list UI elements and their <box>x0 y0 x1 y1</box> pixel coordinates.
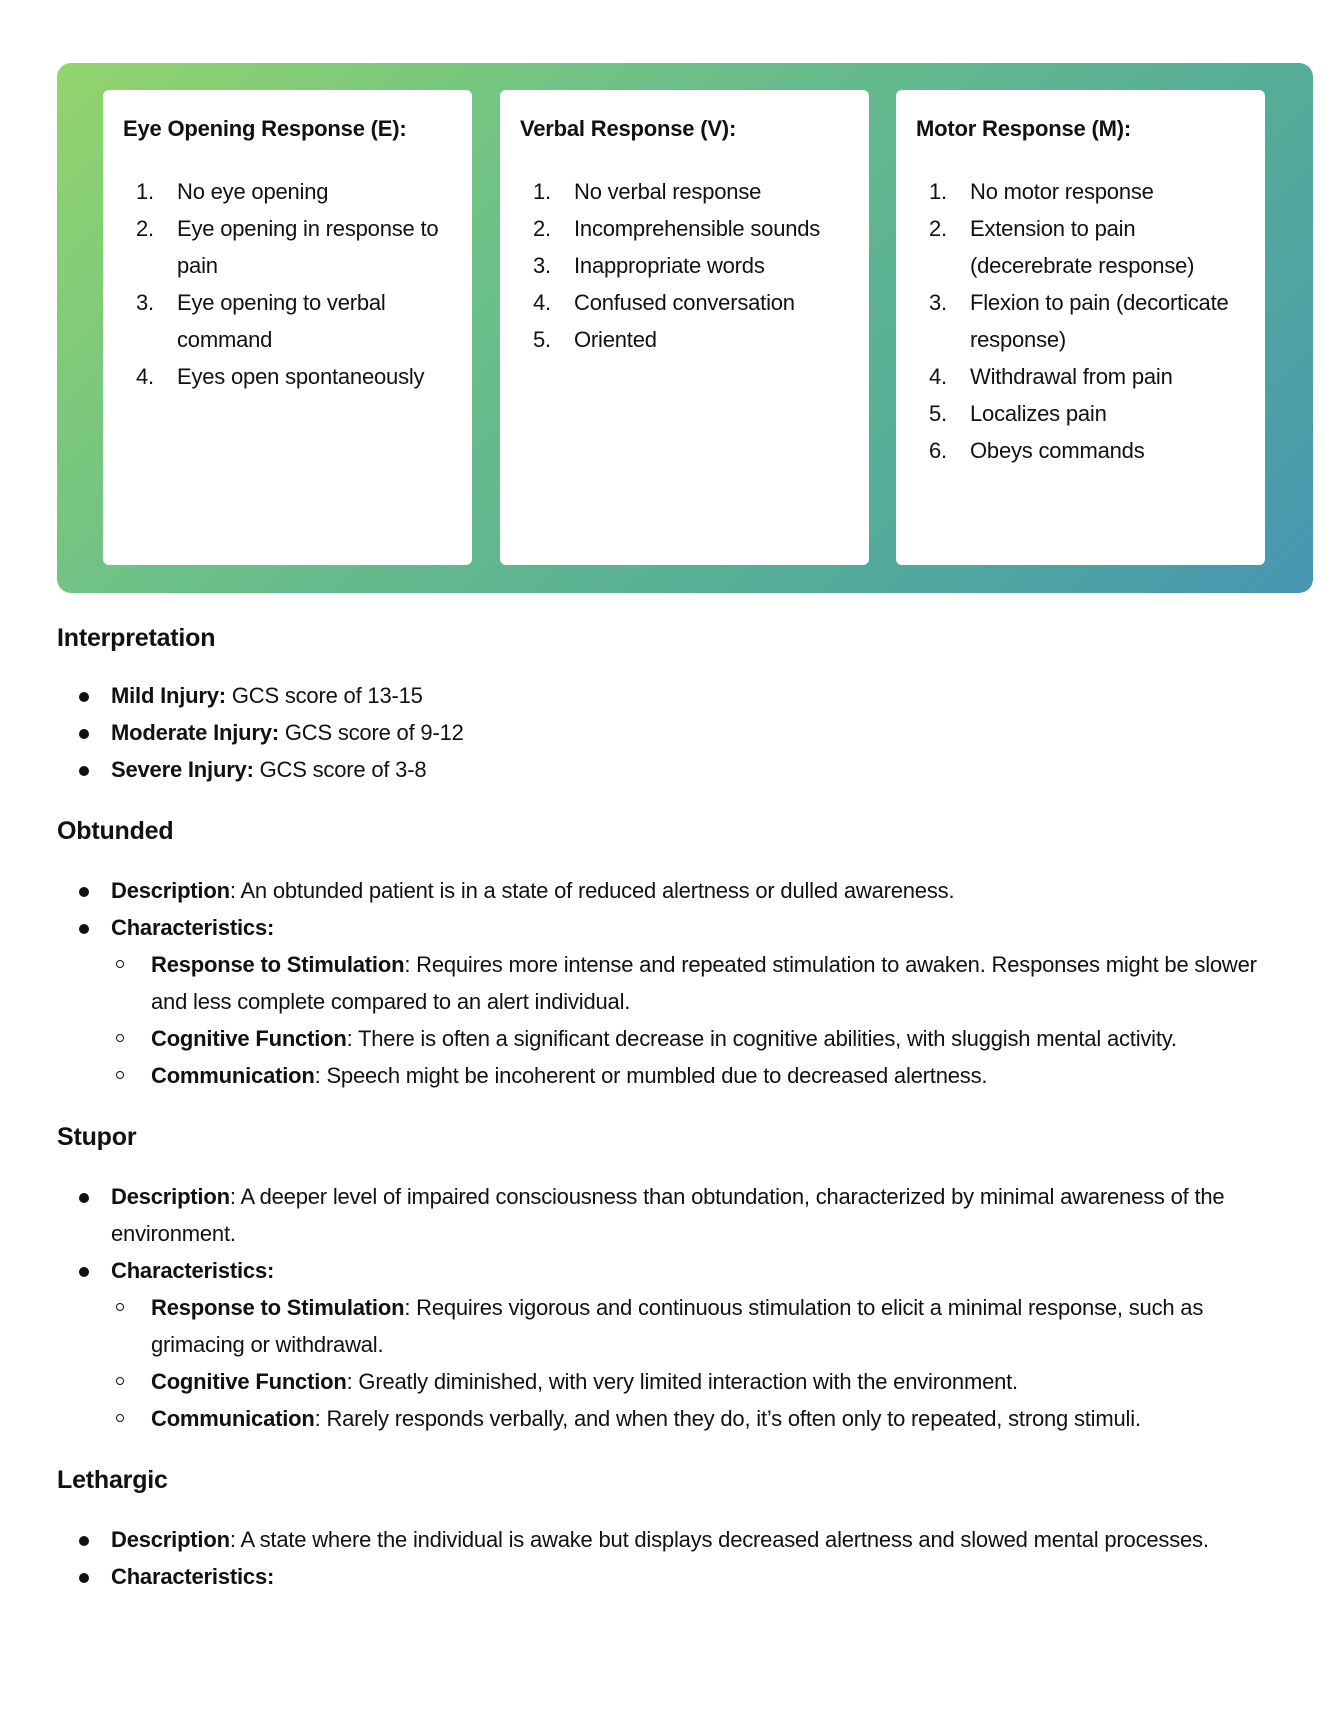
list-item <box>520 210 849 247</box>
item-label: Description <box>111 878 230 903</box>
item-number: 4. <box>533 290 551 316</box>
item-text: GCS score of 3-8 <box>253 757 427 782</box>
stupor-heading: Stupor <box>57 1123 137 1151</box>
item-number: 1. <box>929 179 947 205</box>
list-item <box>123 358 452 395</box>
item-number: 4. <box>929 364 947 390</box>
item-text: : There is often a significant decrease in cognitive abilities, with sluggish mental activity. <box>346 1026 1177 1051</box>
list-item <box>520 247 849 284</box>
item-number: 1. <box>136 179 154 205</box>
list-item <box>916 210 1245 284</box>
item-number: 2. <box>136 216 154 242</box>
item-text: No verbal response <box>574 179 762 205</box>
item-text: Confused conversation <box>574 290 795 316</box>
item-label: Description <box>111 1527 230 1552</box>
item-text: No eye opening <box>177 179 329 205</box>
list-item <box>916 358 1245 395</box>
item-text: GCS score of 9-12 <box>278 720 464 745</box>
list-item <box>916 173 1245 210</box>
item-text: Eyes open spontaneously <box>177 364 425 390</box>
item-number: 3. <box>533 253 551 279</box>
item-text: Localizes pain <box>970 401 1107 427</box>
characteristics-item <box>57 1558 1273 1595</box>
item-text: : An obtunded patient is in a state of reduced alertness or dulled awareness. <box>229 878 955 903</box>
card-title: Verbal Response (V): <box>520 116 737 141</box>
eye-response-list <box>123 173 452 395</box>
list-item <box>57 751 1273 788</box>
item-number: 2. <box>533 216 551 242</box>
lethargic-heading: Lethargic <box>57 1466 168 1494</box>
item-label: Communication <box>151 1063 315 1088</box>
item-label: Moderate Injury: <box>111 720 279 745</box>
characteristics-item <box>57 909 1273 1094</box>
item-label: Response to Stimulation <box>151 952 405 977</box>
description-item <box>57 1521 1273 1558</box>
item-label: Communication <box>151 1406 315 1431</box>
item-label: Characteristics: <box>111 1258 275 1283</box>
item-number: 5. <box>533 327 551 353</box>
item-label: Characteristics: <box>111 1564 275 1589</box>
interpretation-heading: Interpretation <box>57 624 216 652</box>
characteristics-item <box>57 1252 1273 1437</box>
item-number: 5. <box>929 401 947 427</box>
item-label: Description <box>111 1184 230 1209</box>
item-text: Flexion to pain (decorticate response) <box>970 290 1229 353</box>
lethargic-list <box>57 1521 1273 1595</box>
item-text: No motor response <box>970 179 1154 205</box>
card-title: Motor Response (M): <box>916 116 1131 141</box>
list-item <box>916 284 1245 358</box>
list-item <box>123 284 452 358</box>
eye-response-card <box>103 90 472 565</box>
description-item <box>57 1178 1273 1252</box>
list-item <box>520 321 849 358</box>
item-number: 1. <box>533 179 551 205</box>
item-label: Response to Stimulation <box>151 1295 405 1320</box>
motor-response-card <box>896 90 1265 565</box>
item-text: : Speech might be incoherent or mumbled due to decreased alertness. <box>314 1063 988 1088</box>
item-number: 4. <box>136 364 154 390</box>
item-label: Mild Injury: <box>111 683 226 708</box>
item-text: Obeys commands <box>970 438 1145 464</box>
list-item <box>520 284 849 321</box>
item-label: Characteristics: <box>111 915 275 940</box>
item-text: : Greatly diminished, with very limited interaction with the environment. <box>346 1369 1018 1394</box>
item-text: Inappropriate words <box>574 253 765 279</box>
item-text: : Requires more intense and repeated stimulation to awaken. Responses might be slower and less complete compared to an alert individual. <box>151 952 1257 1014</box>
verbal-response-list <box>520 173 849 358</box>
item-text: Eye opening to verbal command <box>177 290 386 353</box>
interpretation-list <box>57 677 1273 788</box>
sub-list-item <box>111 1363 1273 1400</box>
characteristics-sublist <box>111 1289 1273 1437</box>
list-item <box>123 173 452 210</box>
card-title: Eye Opening Response (E): <box>123 116 407 141</box>
item-text: Withdrawal from pain <box>970 364 1173 390</box>
list-item <box>57 677 1273 714</box>
item-text: Eye opening in response to pain <box>177 216 439 279</box>
motor-response-list <box>916 173 1245 469</box>
item-number: 3. <box>929 290 947 316</box>
list-item <box>916 395 1245 432</box>
item-label: Cognitive Function <box>151 1369 347 1394</box>
item-text: Incomprehensible sounds <box>574 216 821 242</box>
description-item <box>57 872 1273 909</box>
sub-list-item <box>111 1057 1273 1094</box>
list-item <box>916 432 1245 469</box>
list-item <box>57 714 1273 751</box>
item-number: 6. <box>929 438 947 464</box>
verbal-response-card <box>500 90 869 565</box>
item-text: GCS score of 13-15 <box>225 683 423 708</box>
item-text: : A deeper level of impaired consciousness than obtundation, characterized by minimal awareness of the environment. <box>111 1184 1225 1246</box>
item-text: Oriented <box>574 327 657 353</box>
item-label: Severe Injury: <box>111 757 254 782</box>
gcs-banner <box>57 63 1313 593</box>
sub-list-item <box>111 1289 1273 1363</box>
item-text: : Requires vigorous and continuous stimulation to elicit a minimal response, such as grimacing or withdrawal. <box>151 1295 1204 1357</box>
list-item <box>520 173 849 210</box>
sub-list-item <box>111 1020 1273 1057</box>
item-label: Cognitive Function <box>151 1026 347 1051</box>
item-text: : A state where the individual is awake but displays decreased alertness and slowed mental processes. <box>229 1527 1209 1552</box>
sub-list-item <box>111 946 1273 1020</box>
stupor-list <box>57 1178 1273 1437</box>
obtunded-list <box>57 872 1273 1094</box>
item-text: Extension to pain (decerebrate response) <box>970 216 1195 279</box>
obtunded-heading: Obtunded <box>57 817 174 845</box>
sub-list-item <box>111 1400 1273 1437</box>
item-number: 2. <box>929 216 947 242</box>
item-text: : Rarely responds verbally, and when they do, it’s often only to repeated, strong stimuli. <box>314 1406 1141 1431</box>
characteristics-sublist <box>111 946 1273 1094</box>
item-number: 3. <box>136 290 154 316</box>
list-item <box>123 210 452 284</box>
